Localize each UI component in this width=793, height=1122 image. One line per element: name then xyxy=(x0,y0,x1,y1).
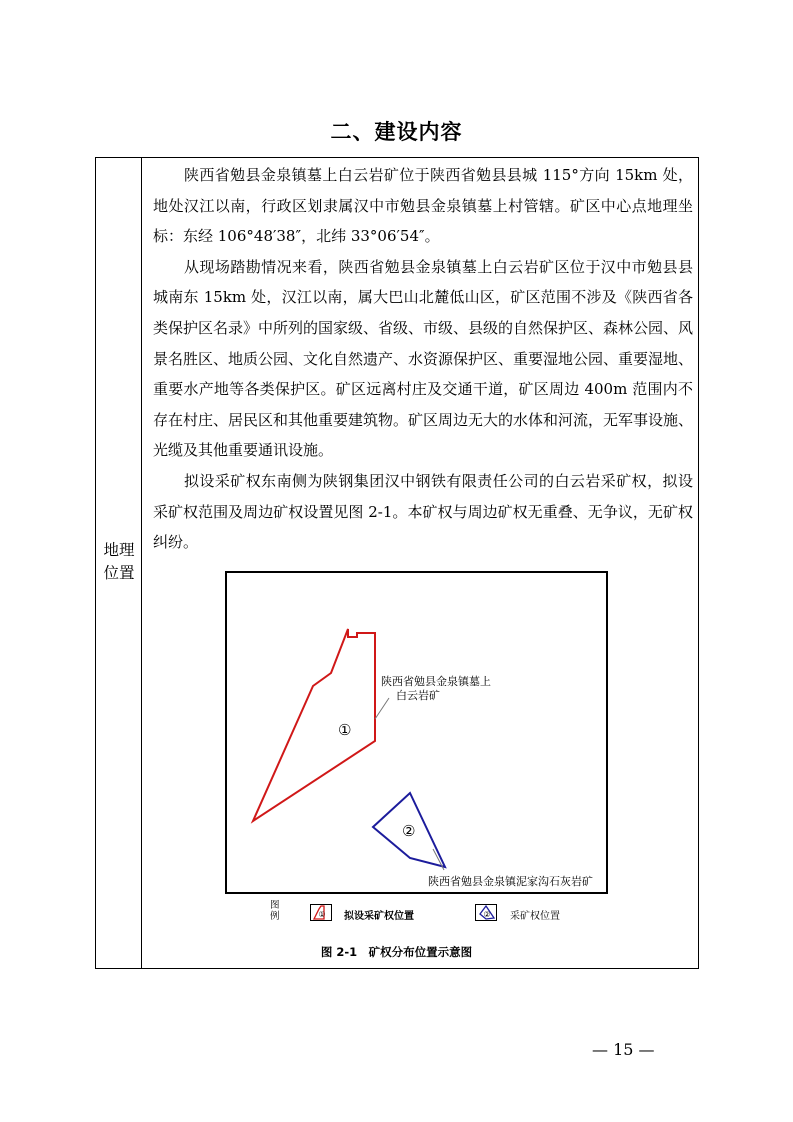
legend-existing-swatch xyxy=(476,905,496,920)
page-number: — 15 — xyxy=(592,1040,655,1059)
legend-existing-label: 采矿权位置 xyxy=(510,911,560,922)
label-proposed-line1: 陕西省勉县金泉镇墓上 xyxy=(381,675,491,688)
paragraph-adjacent-rights: 拟设采矿权东南侧为陕钢集团汉中钢铁有限责任公司的白云岩采矿权，拟设采矿权范围及周边矿权设置见图 2-1。本矿权与周边矿权无重叠、无争议，无矿权纠纷。 xyxy=(153,471,693,552)
mining-rights-map xyxy=(225,571,608,894)
row-label: 地理位置 xyxy=(103,541,135,582)
label-proposed-line2: 白云岩矿 xyxy=(396,689,440,702)
legend-proposed-swatch xyxy=(311,905,331,920)
content-cell xyxy=(153,160,693,558)
legend-proposed-label: 拟设采矿权位置 xyxy=(344,911,414,922)
figure-caption: 图 2-1 矿权分布位置示意图 xyxy=(320,945,473,959)
map-canvas xyxy=(227,573,610,896)
paragraph-location: 陕西省勉县金泉镇墓上白云岩矿位于陕西省勉县县城 115°方向 15km 处，地处汉江以南，行政区划隶属汉中市勉县金泉镇墓上村管辖。矿区中心点地理坐标：东经 106°48′38″，北纬 33°06′54″。 xyxy=(153,166,693,246)
paragraph-site-survey: 从现场踏勘情况来看，陕西省勉县金泉镇墓上白云岩矿区位于汉中市勉县县城南东 15km 处，汉江以南，属大巴山北麓低山区，矿区范围不涉及《陕西省各类保护区名录》中所列的国家级、省级、市级、县级的自然保护区、森林公园、风景名胜区、地质公园、文化自然遗产、水资源保护区、重要湿地公园、重要湿地、重要水产地等各类保护区。矿区远离村庄及交通干道，矿区周边 400m 范围内不存在村庄、居民区和其他重要建筑物。矿区周边无大的水体和河流，无军事设施、光缆及其他重要通讯设施。 xyxy=(153,257,694,460)
legend-title: 图例 xyxy=(270,900,280,922)
marker-2: ② xyxy=(402,822,416,840)
legend-existing-mark: ② xyxy=(483,910,491,919)
row-label-cell xyxy=(96,158,142,968)
marker-1: ① xyxy=(338,721,352,739)
section-title: 二、建设内容 xyxy=(330,120,463,144)
legend-proposed-symbol xyxy=(310,904,332,921)
proposed-mining-area xyxy=(253,629,375,821)
legend-proposed-mark: ① xyxy=(318,910,326,919)
legend xyxy=(270,900,610,934)
leader-line-1 xyxy=(375,698,389,719)
legend-existing-symbol xyxy=(475,904,497,921)
label-existing: 陕西省勉县金泉镇泥家沟石灰岩矿 xyxy=(428,875,593,888)
